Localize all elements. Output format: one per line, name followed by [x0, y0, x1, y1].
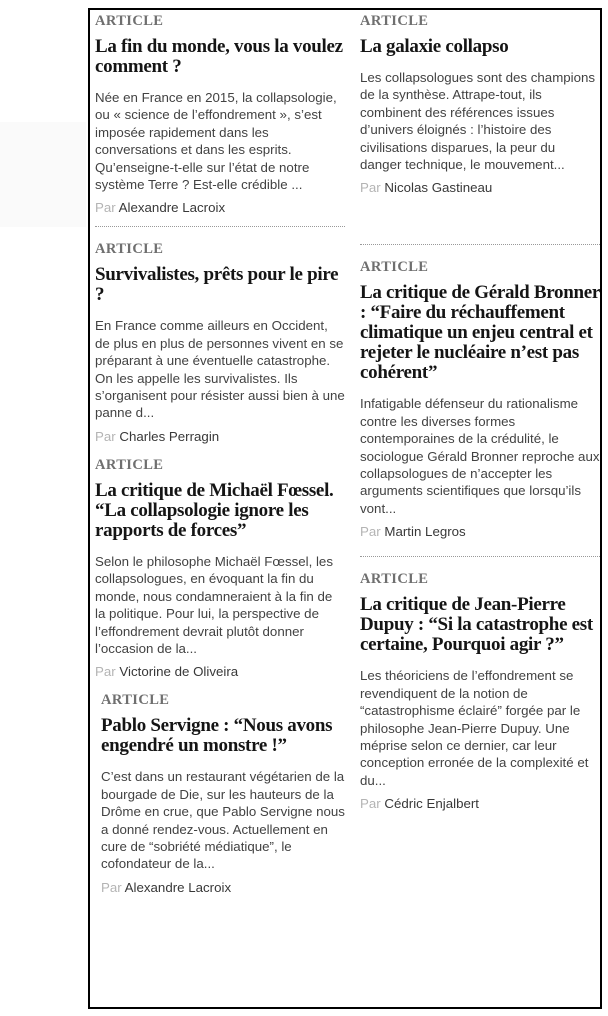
article-card[interactable]	[95, 241, 345, 444]
byline-prefix: Par	[95, 664, 116, 680]
byline-prefix: Par	[360, 180, 381, 196]
article-title[interactable]: La critique de Jean-Pierre Dupuy : “Si la catastrophe est certaine, Pourquoi agir ?”	[360, 594, 593, 656]
article-card[interactable]	[95, 13, 345, 216]
article-excerpt: Les collapsologues sont des champions de la synthèse. Attrape-tout, ils combinent des références issues d’univers éloignés : l’histoire des civilisations disparues, la peur du danger technique, le mouvement...	[360, 70, 596, 173]
article-excerpt: Selon le philosophe Michaël Fœssel, les collapsologues, en évoquant la fin du monde, nous condamneraient à la fin de la politique. Pour lui, la perspective de l’effondrement devrait plutôt donner l’occasion de la...	[95, 553, 333, 656]
author-name[interactable]: Alexandre Lacroix	[124, 879, 232, 895]
content-panel	[88, 8, 602, 1009]
article-byline	[101, 879, 345, 896]
byline-prefix: Par	[360, 524, 381, 540]
article-excerpt: En France comme ailleurs en Occident, de plus en plus de personnes vivent en se préparant à une éventuelle catastrophe. On les appelle les survivalistes. Ils s’organisent pour résister aussi bien à une panne d...	[95, 318, 345, 421]
dotted-divider	[360, 244, 600, 245]
article-title[interactable]: La critique de Gérald Bronner : “Faire du réchauffement climatique un enjeu central et rejeter le nucléaire n’est pas cohérent”	[360, 282, 600, 384]
article-byline	[360, 523, 600, 540]
side-background-strip	[0, 122, 86, 227]
article-byline	[95, 663, 345, 680]
left-column	[95, 13, 345, 1007]
article-excerpt: Née en France en 2015, la collapsologie, ou « science de l’effondrement », s’est imposée rapidement dans les conversations et dans les esprits. Qu’enseigne-t-elle sur l’état de notre système Terre ? Est-elle crédible ...	[95, 90, 337, 193]
right-column	[360, 13, 600, 1007]
dotted-divider	[360, 556, 600, 557]
article-kicker: ARTICLE	[360, 259, 429, 276]
article-title[interactable]: La fin du monde, vous la voulez comment ?	[95, 36, 343, 77]
article-title[interactable]: Survivalistes, prêts pour le pire ?	[95, 264, 339, 306]
article-card[interactable]	[95, 457, 345, 680]
article-title[interactable]: La critique de Michaël Fœssel. “La collapsologie ignore les rapports de forces”	[95, 479, 334, 541]
byline-prefix: Par	[101, 879, 122, 895]
author-name[interactable]: Cédric Enjalbert	[384, 796, 480, 812]
author-name[interactable]: Martin Legros	[384, 524, 466, 540]
article-card[interactable]	[360, 571, 600, 812]
author-name[interactable]: Alexandre Lacroix	[118, 200, 226, 216]
article-byline	[95, 199, 345, 216]
article-byline	[360, 179, 600, 196]
article-card[interactable]	[360, 259, 600, 540]
byline-prefix: Par	[95, 428, 116, 444]
article-kicker: ARTICLE	[95, 456, 164, 473]
article-byline	[360, 795, 600, 812]
author-name[interactable]: Charles Perragin	[119, 428, 220, 444]
article-kicker: ARTICLE	[360, 13, 429, 29]
article-title[interactable]: La galaxie collapso	[360, 36, 509, 57]
article-kicker: ARTICLE	[95, 241, 164, 258]
article-excerpt: Les théoriciens de l’effondrement se revendiquent de la notion de “catastrophisme éclairé” forgée par le philosophe Jean-Pierre Dupuy. Une méprise selon ce dernier, car leur conception erronée de la complexité et du...	[360, 668, 589, 788]
article-title[interactable]: Pablo Servigne : “Nous avons engendré un monstre !”	[101, 715, 333, 757]
article-kicker: ARTICLE	[95, 13, 164, 29]
article-kicker: ARTICLE	[101, 692, 170, 709]
dotted-divider	[95, 226, 345, 227]
article-card[interactable]	[360, 13, 600, 196]
article-excerpt: C’est dans un restaurant végétarien de la bourgade de Die, sur les hauteurs de la Drôme en crue, que Pablo Servigne nous a donné rendez-vous. Actuellement en cure de “sobriété médiatique”, le cofondateur de la...	[101, 769, 345, 872]
article-byline	[95, 428, 345, 445]
article-excerpt: Infatigable défenseur du rationalisme contre les diverses formes contemporaines de la crédulité, le sociologue Gérald Bronner reproche aux collapsologues de n’accepter les arguments scientifiques que lorsqu’ils vont...	[360, 396, 600, 516]
article-kicker: ARTICLE	[360, 571, 429, 588]
byline-prefix: Par	[360, 796, 381, 812]
article-card[interactable]	[95, 692, 345, 895]
author-name[interactable]: Nicolas Gastineau	[384, 180, 493, 196]
byline-prefix: Par	[95, 200, 116, 216]
author-name[interactable]: Victorine de Oliveira	[119, 664, 239, 680]
